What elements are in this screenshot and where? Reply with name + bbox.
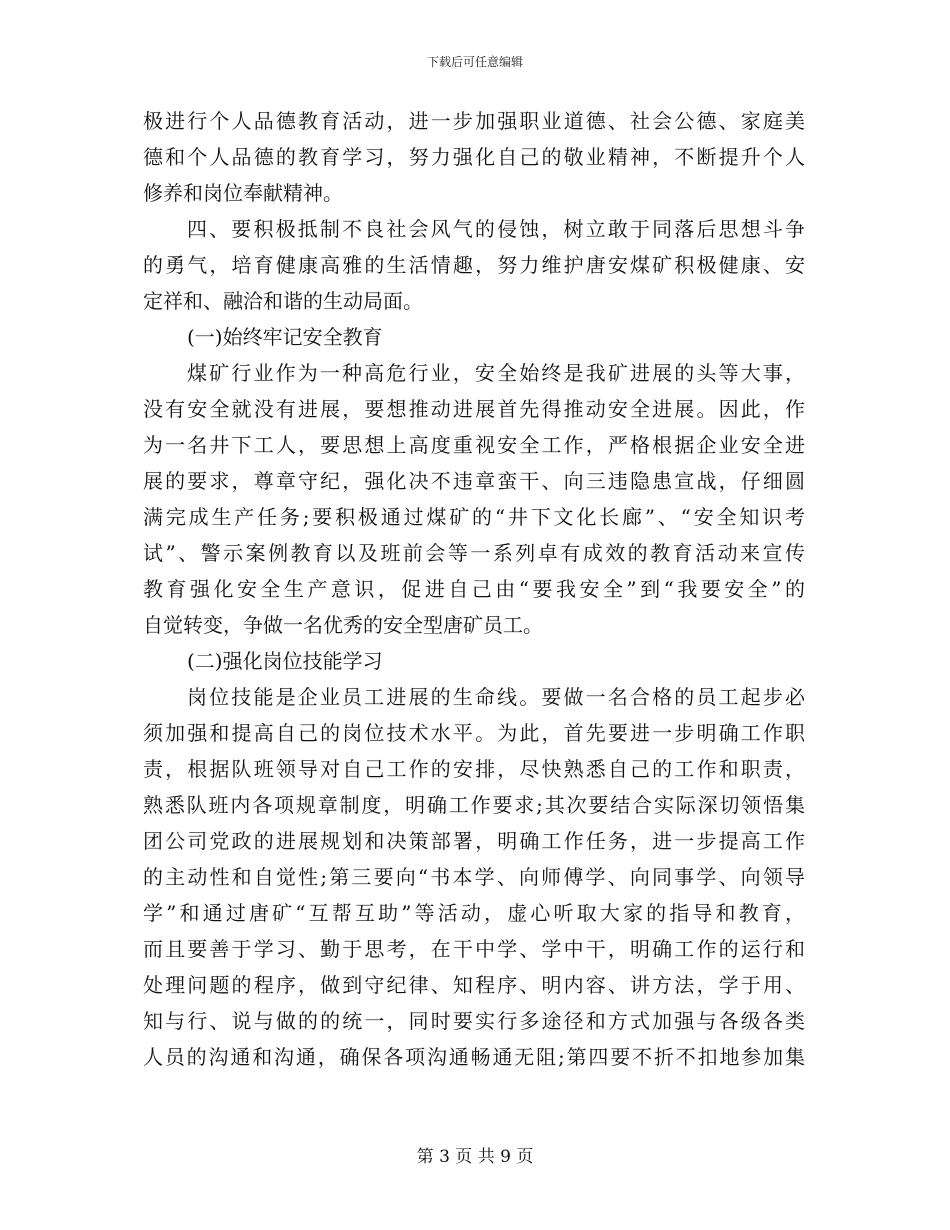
text-line: 而且要善于学习、勤于思考，在干中学、学中干，明确工作的运行和 [143,937,805,961]
text-line: 四、要积极抵制不良社会风气的侵蚀，树立敢于同落后思想斗争 [187,217,805,241]
text-line: 自觉转变，争做一名优秀的安全型唐矿员工。 [143,613,543,637]
text-line: 煤矿行业作为一种高危行业，安全始终是我矿进展的头等大事， [187,361,805,385]
page-number: 第 3 页 共 9 页 [416,1147,534,1167]
text-line: 教育强化安全生产意识，促进自己由“要我安全”到“我要安全”的 [143,577,805,601]
text-line: 须加强和提高自己的岗位技术水平。为此，首先要进一步明确工作职 [143,721,805,745]
text-line: 处理问题的程序，做到守纪律、知程序、明内容、讲方法，学于用、 [143,973,805,997]
document-body [143,103,805,1075]
text-line: 试”、警示案例教育以及班前会等一系列卓有成效的教育活动来宣传 [143,541,805,565]
text-line: 的主动性和自觉性;第三要向“书本学、向师傅学、向同事学、向领导 [143,865,805,889]
text-line: 熟悉队班内各项规章制度，明确工作要求;其次要结合实际深切领悟集 [143,793,805,817]
text-line: 没有安全就没有进展，要想推动进展首先得推动安全进展。因此，作 [143,397,805,421]
text-line: 知与行、说与做的的统一，同时要实行多途径和方式加强与各级各类 [143,1009,805,1033]
text-line: 岗位技能是企业员工进展的生命线。要做一名合格的员工起步必 [187,685,805,709]
text-line: 责，根据队班领导对自己工作的安排，尽快熟悉自己的工作和职责， [143,757,805,781]
text-line: 德和个人品德的教育学习，努力强化自己的敬业精神，不断提升个人 [143,145,805,169]
text-line: 极进行个人品德教育活动，进一步加强职业道德、社会公德、家庭美 [143,109,805,133]
page-header: 下载后可任意编辑 [426,55,523,69]
text-line: 人员的沟通和沟通，确保各项沟通畅通无阻;第四要不折不扣地参加集 [143,1045,805,1069]
text-line: (二)强化岗位技能学习 [187,649,383,673]
text-line: (一)始终牢记安全教育 [187,325,383,349]
text-line: 学”和通过唐矿“互帮互助”等活动，虚心听取大家的指导和教育， [143,901,805,925]
text-line: 修养和岗位奉献精神。 [143,181,343,205]
text-line: 定祥和、融洽和谐的生动局面。 [143,289,423,313]
text-line: 展的要求，尊章守纪，强化决不违章蛮干、向三违隐患宣战，仔细圆 [143,469,805,493]
text-line: 满完成生产任务;要积极通过煤矿的“井下文化长廊”、“安全知识考 [143,505,805,529]
text-line: 团公司党政的进展规划和决策部署，明确工作任务，进一步提高工作 [143,829,805,853]
text-line: 的勇气，培育健康高雅的生活情趣，努力维护唐安煤矿积极健康、安 [143,253,805,277]
text-line: 为一名井下工人，要思想上高度重视安全工作，严格根据企业安全进 [143,433,805,457]
